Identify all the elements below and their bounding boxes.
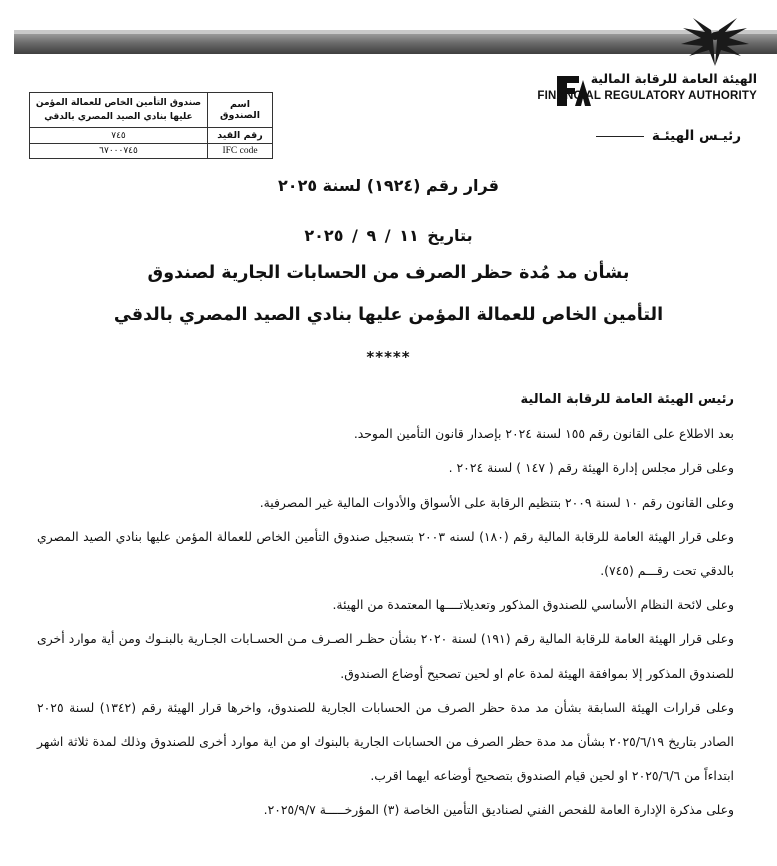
recital-paragraph: وعلى القانون رقم ١٠ لسنة ٢٠٠٩ بتنظيم الرقابة على الأسواق والأدوات المالية غير المصرفية. — [259, 494, 734, 510]
registration-number-value: ٧٤٥ — [30, 128, 208, 144]
ifc-code-value: ٦٧٠٠٠٧٤٥ — [30, 144, 208, 159]
authority-name-english: FINANCIAL REGULATORY AUTHORITY — [537, 90, 757, 102]
registration-number-label: رقم القيد — [208, 128, 273, 144]
fund-name-value: صندوق التأمين الخاص للعمالة المؤمن عليها بنادي الصيد المصري بالدقي — [30, 93, 208, 128]
section-separator: ***** — [366, 348, 411, 366]
decision-date: بتاريخ ١١ / ٩ / ٢٠٢٥ — [304, 226, 473, 245]
authority-name-arabic: الهيئة العامة للرقابة المالية — [590, 71, 757, 86]
table-row — [30, 93, 273, 128]
fund-info-table — [29, 92, 273, 159]
eagle-emblem-icon — [679, 16, 751, 68]
decision-body — [37, 383, 734, 828]
table-row — [30, 144, 273, 159]
decision-subject-line-1: بشأن مد مُدة حظر الصرف من الحسابات الجارية لصندوق — [147, 263, 630, 283]
authority-logo — [537, 16, 757, 108]
recital-paragraph: وعلى قرار مجلس إدارة الهيئة رقم ( ١٤٧ ) لسنة ٢٠٢٤ . — [448, 460, 734, 476]
recital-paragraph: وعلى قرار الهيئة العامة للرقابة المالية رقم (١٩١) لسنة ٢٠٢٠ بشأن حظـر الصـرف مـن الحسـابات الجـارية بالبنـوك ومن أية موارد أخرى للصندوق المذكور إلا بموافقة الهيئة لمدة عام او لحين تصحيح أوضاع الصندوق. — [37, 631, 734, 681]
recital-paragraph: وعلى قرارات الهيئة السابقة بشأن مد مدة حظر الصرف من الحسابات الجارية للصندوق، واخرها قرار الهيئة رقم (١٣٤٢) لسنة ٢٠٢٥ الصادر بتاريخ ٢٠٢٥/٦/١٩ بشأن مد مدة حظر الصرف من الحسابات الجارية بالبنوك او من اية موارد أخرى للصندوق وذلك لمدة ثلاثة اشهر ابتداءاً من ٢٠٢٥/٦/٦ او لحين قيام الصندوق بتصحيح أوضاعه ايهما اقرب. — [37, 699, 734, 784]
recital-paragraph: وعلى لائحة النظام الأساسي للصندوق المذكور وتعديلاتــــها المعتمدة من الهيئة. — [332, 597, 734, 613]
recital-paragraph: بعد الاطلاع على القانون رقم ١٥٥ لسنة ٢٠٢٤ بإصدار قانون التأمين الموحد. — [353, 426, 734, 442]
table-row — [30, 128, 273, 144]
signatory-heading: رئيس الهيئة العامة للرقابة المالية — [520, 392, 734, 407]
office-label-rule — [596, 136, 644, 137]
fund-name-label: اسم الصندوق — [208, 93, 273, 128]
recital-paragraph: وعلى قرار الهيئة العامة للرقابة المالية رقم (١٨٠) لسنه ٢٠٠٣ بتسجيل صندوق التأمين الخاص للعمالة المؤمن عليها بنادي الصيد المصري بالدقي تحت رقـــم (٧٤٥). — [37, 528, 734, 579]
decision-number: قرار رقم (١٩٢٤) لسنة ٢٠٢٥ — [278, 176, 499, 195]
office-label — [541, 128, 741, 144]
office-label-text: رئيـس الهيئـة — [651, 128, 741, 144]
decision-subject-line-2: التأمين الخاص للعمالة المؤمن عليها بنادي الصيد المصري بالدقي — [113, 305, 664, 325]
ifc-code-label: IFC code — [208, 144, 273, 159]
recital-paragraph: وعلى مذكرة الإدارة العامة للفحص الفني لصناديق التأمين الخاصة (٣) المؤرخـــــة ٢٠٢٥/٩/٧. — [263, 802, 734, 818]
